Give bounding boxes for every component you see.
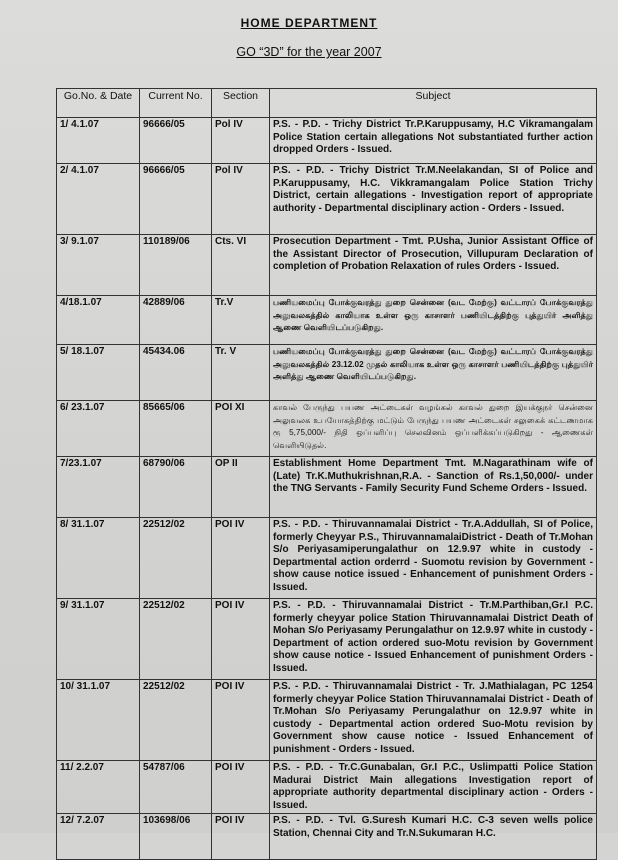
current-no-cell: 103698/06 — [140, 814, 212, 860]
subject-cell: Prosecution Department - Tmt. P.Usha, Junior Assistant Office of the Assistant Director of Prosecution, Villupuram Declaration of completion of Probation Relaxation of rules Orders - Issued. — [270, 235, 597, 296]
subject-cell: P.S. - P.D. - Trichy District Tr.M.Neelakandan, SI of Police and P.Karuppusamy, H.C. Vikkramangalam Police Station Trichy District, certain allegations - Investigation report of appropriate authority - Departmental disciplinary action - Orders - Issued. — [270, 164, 597, 235]
current-no-cell: 22512/02 — [140, 518, 212, 599]
section-cell: POI IV — [212, 680, 270, 761]
go-no-cell: 9/ 31.1.07 — [57, 599, 140, 680]
current-no-cell: 85665/06 — [140, 401, 212, 457]
subject-cell: பணியமைப்பு போக்குவரத்து துறை சென்னை (வட மேற்கு) வட்டாரப் போக்குவரத்து அலுவலகத்தில் காலியாக உள்ள ஒரு காசாளர் பணியிடத்திற்கு புத்துயிர் அளித்து ஆணை வெளியிடப்படுகிறது. — [270, 296, 597, 345]
col-header-section: Section — [212, 89, 270, 118]
go-no-cell: 5/ 18.1.07 — [57, 345, 140, 401]
orders-table — [56, 88, 597, 860]
table-row — [57, 345, 597, 401]
go-no-cell: 10/ 31.1.07 — [57, 680, 140, 761]
subject-cell: பணியமைப்பு போக்குவரத்து துறை சென்னை (வட மேற்கு) வட்டாரப் போக்குவரத்து அலுவலகத்தில் 23.12.02 முதல் காலியாக உள்ள ஒரு காசாளர் பணியிடத்திற்கு புத்துயிர் அளித்து ஆணை வெளியிடப்படுகிறது. — [270, 345, 597, 401]
table-row — [57, 761, 597, 814]
current-no-cell: 110189/06 — [140, 235, 212, 296]
section-cell: Cts. VI — [212, 235, 270, 296]
section-cell: POI XI — [212, 401, 270, 457]
table-row — [57, 235, 597, 296]
go-no-cell: 6/ 23.1.07 — [57, 401, 140, 457]
go-no-cell: 3/ 9.1.07 — [57, 235, 140, 296]
section-cell: POI IV — [212, 814, 270, 860]
col-header-subject: Subject — [270, 89, 597, 118]
current-no-cell: 96666/05 — [140, 164, 212, 235]
subject-cell: P.S. - P.D. - Trichy District Tr.P.Karuppusamy, H.C Vikramangalam Police Station certain allegations Not substantiated further action dropped Orders - Issued. — [270, 118, 597, 164]
go-no-cell: 4/18.1.07 — [57, 296, 140, 345]
section-cell: Pol IV — [212, 118, 270, 164]
subject-cell: Establishment Home Department Tmt. M.Nagarathinam wife of (Late) Tr.K.Muthukrishnan,R.A. - Sanction of Rs.1,50,000/- under the TNG Servants - Family Security Fund Scheme Orders - Issued. — [270, 457, 597, 518]
go-no-cell: 8/ 31.1.07 — [57, 518, 140, 599]
section-cell: Pol IV — [212, 164, 270, 235]
current-no-cell: 68790/06 — [140, 457, 212, 518]
subject-cell: P.S. - P.D. - Thiruvannamalai District - Tr.A.Addullah, SI of Police, formerly Cheyyar P.S., ThiruvannamalaiDistrict - Death of Tr.Mohan S/o Periyasamiperungalathur on 12.9.97 white in custody - Departmental action orderrd - Suomotu revision by Government - show cause notice issued - Enhancement of punishment Orders - Issued. — [270, 518, 597, 599]
table-row — [57, 296, 597, 345]
table-row — [57, 599, 597, 680]
current-no-cell: 42889/06 — [140, 296, 212, 345]
go-no-cell: 7/23.1.07 — [57, 457, 140, 518]
page-title-text: HOME DEPARTMENT — [240, 16, 378, 30]
go-no-cell: 1/ 4.1.07 — [57, 118, 140, 164]
go-no-cell: 12/ 7.2.07 — [57, 814, 140, 860]
section-cell: OP II — [212, 457, 270, 518]
current-no-cell: 54787/06 — [140, 761, 212, 814]
subject-cell: காவல் பேருந்து பயண அட்டைகள் வழங்கல் காவல் துறை இயக்குநர் சென்னை அலுவலக உபயோகத்திற்கு மட்டும் பேருந்து பயண அட்டைகள் சலுகைக் கட்டணமாக ரூ 5,75,000/- நிதி ஒப்பளிப்பு செலவினம் ஒப்பளிக்கப்படுகிறது - ஆணைகள் வெளியிடுதல். — [270, 401, 597, 457]
current-no-cell: 22512/02 — [140, 680, 212, 761]
table-row — [57, 457, 597, 518]
current-no-cell: 45434.06 — [140, 345, 212, 401]
table-body — [57, 118, 597, 860]
table-header-row — [57, 89, 597, 118]
subject-cell: P.S. - P.D. - Tr.C.Gunabalan, Gr.I P.C., Uslimpatti Police Station Madurai District Main allegations Investigation report of appropriate authority departmental disciplinary action - Orders - Issued. — [270, 761, 597, 814]
section-cell: POI IV — [212, 518, 270, 599]
section-cell: POI IV — [212, 761, 270, 814]
current-no-cell: 22512/02 — [140, 599, 212, 680]
current-no-cell: 96666/05 — [140, 118, 212, 164]
col-header-go-no: Go.No. & Date — [57, 89, 140, 118]
subject-cell: P.S. - P.D. - Tvl. G.Suresh Kumari H.C. C-3 seven wells police Station, Chennai City and Tr.N.Sukumaran H.C. — [270, 814, 597, 860]
subject-cell: P.S. - P.D. - Thiruvannamalai District - Tr. J.Mathialagan, PC 1254 formerly cheyyar Police Station Thiruvannamalai District - Death of Tr.Mohan S/o Periyasamy Perungalathur on 12.9.97 white in custody - Departmental action ordered Suo-Motu revision by Government show cause notice - Issued Enhancement of punishment - Orders - Issued. — [270, 680, 597, 761]
section-cell: Tr. V — [212, 345, 270, 401]
page-subtitle — [0, 45, 618, 59]
table-row — [57, 814, 597, 860]
page-title — [0, 16, 618, 30]
section-cell: POI IV — [212, 599, 270, 680]
table-row — [57, 680, 597, 761]
section-cell: Tr.V — [212, 296, 270, 345]
page-subtitle-text: GO “3D” for the year 2007 — [236, 45, 382, 59]
go-no-cell: 2/ 4.1.07 — [57, 164, 140, 235]
table-row — [57, 401, 597, 457]
table-row — [57, 518, 597, 599]
table-row — [57, 164, 597, 235]
table-row — [57, 118, 597, 164]
go-no-cell: 11/ 2.2.07 — [57, 761, 140, 814]
col-header-current-no: Current No. — [140, 89, 212, 118]
subject-cell: P.S. - P.D. - Thiruvannamalai District - Tr.M.Parthiban,Gr.I P.C. formerly cheyyar police Station Thiruvannamalai District Death of Mohan S/o Periyasamy Perungalathur on 12.9.97 white in custody - Department of action ordered suo-Motu revision by Government show cause notice - Issued Enhancement of punishment Orders - Issued. — [270, 599, 597, 680]
